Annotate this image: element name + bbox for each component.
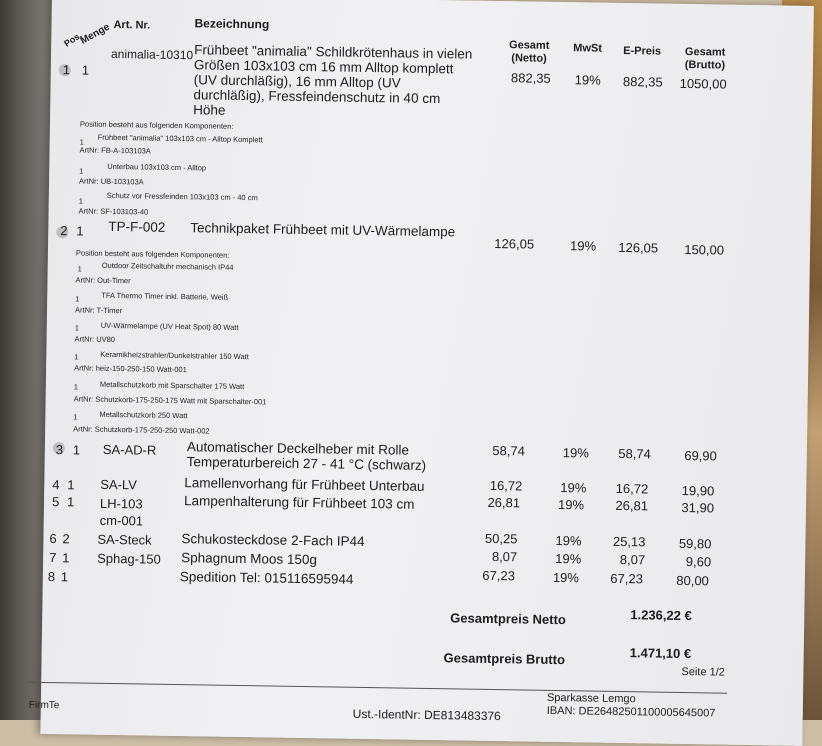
item-artnr: LH-103 cm-001: [99, 495, 144, 529]
component-artnr: ArtNr: Schutzkorb-175-250-175 Watt mit Sparschalter-001: [73, 394, 267, 407]
item-mwst: 19%: [552, 569, 580, 586]
footer-left: FirmTe: [28, 699, 60, 712]
item-pos: 5: [51, 494, 60, 510]
item-description: Spedition Tel: 015116595944: [179, 569, 354, 587]
item-description: Lampenhalterung für Frühbeet 103 cm: [183, 493, 415, 512]
item-epreis: 67,23: [610, 570, 644, 587]
item-pos: 3: [55, 442, 64, 458]
item-pos: 1: [62, 62, 71, 78]
component-artnr: ArtNr: Schutzkorb-175-250-250 Watt-002: [73, 424, 210, 436]
item-mwst: 19%: [555, 532, 582, 549]
component-artnr: ArtNr: UB-103103A: [78, 176, 144, 187]
footer-iban: IBAN: DE26482501100005645007: [546, 704, 716, 720]
item-brutto: 31,90: [681, 499, 715, 516]
item-artnr: SA-LV: [100, 476, 138, 493]
item-mwst: 19%: [569, 238, 597, 254]
item-menge: 2: [62, 531, 70, 547]
component-name: TFA Thermo Timer inkl. Batterie, Weiß: [101, 290, 229, 302]
component-qty: 1: [79, 137, 84, 147]
total-brutto-label: Gesamtpreis Brutto: [443, 650, 566, 668]
item-pos: 4: [52, 477, 60, 493]
item-description: Sphagnum Moos 150g: [181, 550, 318, 568]
component-name: UV-Wärmelampe (UV Heat Spot) 80 Watt: [100, 320, 239, 332]
component-artnr: ArtNr: FB-A-103103A: [79, 145, 151, 156]
item-menge: 1: [67, 477, 75, 493]
item-pos: 6: [49, 531, 57, 547]
component-qty: 1: [73, 382, 79, 392]
component-name: Frühbeet "animalia" 103x103 cm - Alltop Komplett: [97, 132, 263, 145]
item-description: Frühbeet "animalia" Schildkrötenhaus in vielen Größen 103x103 cm 16 mm Alltop komplett (UV durchläßig), 16 mm Alltop (UV durchläßig), Fressfeindenschutz in 40 cm Höhe: [193, 42, 473, 118]
item-menge: 1: [72, 442, 81, 458]
footer-ust: Ust.-IdentNr: DE813483376: [352, 706, 501, 724]
header-art-nr: Art. Nr.: [113, 18, 151, 32]
item-brutto: 9,60: [685, 554, 712, 570]
invoice-page: [28, 0, 814, 746]
item-netto: 58,74: [492, 442, 525, 459]
header-mwst: MwSt: [573, 42, 603, 55]
item-epreis: 25,13: [612, 533, 646, 550]
item-netto: 126,05: [494, 235, 535, 252]
item-menge: 1: [66, 494, 75, 510]
footer-bank: Sparkasse Lemgo: [546, 691, 636, 706]
item-netto: 16,72: [489, 477, 523, 494]
item-menge: 1: [62, 550, 70, 566]
components-intro: Position besteht aus folgenden Komponenten:: [75, 248, 230, 260]
component-qty: 1: [74, 323, 80, 333]
item-netto: 8,07: [491, 548, 518, 565]
item-mwst: 19%: [557, 497, 585, 513]
component-qty: 1: [75, 294, 80, 304]
page-number: Seite 1/2: [681, 665, 725, 679]
components-intro: Position besteht aus folgenden Komponenten:: [79, 119, 234, 131]
component-artnr: ArtNr: heiz-150-250-150 Watt-001: [74, 363, 187, 375]
header-bezeichnung: Bezeichnung: [194, 16, 270, 32]
component-name: Metallschutzkorb 250 Watt: [99, 409, 188, 421]
item-brutto: 19,90: [681, 482, 715, 499]
item-brutto: 80,00: [676, 572, 709, 589]
item-epreis: 126,05: [618, 239, 659, 256]
total-brutto-value: 1.471,10 €: [629, 645, 692, 662]
item-epreis: 882,35: [622, 73, 663, 90]
component-name: Outdoor Zeitschaltuhr mechanisch IP44: [101, 260, 234, 272]
header-gesamt-brutto: Gesamt (Brutto): [684, 45, 726, 72]
item-mwst: 19%: [560, 480, 587, 496]
item-brutto: 69,90: [684, 447, 717, 464]
component-name: Metallschutzkorb mit Sparschalter 175 Watt: [99, 379, 245, 392]
item-epreis: 16,72: [615, 480, 649, 497]
item-artnr: Sphag-150: [97, 550, 161, 567]
header-e-preis: E-Preis: [623, 44, 662, 58]
item-epreis: 8,07: [619, 551, 646, 568]
item-netto: 50,25: [484, 530, 518, 547]
item-mwst: 19%: [555, 550, 582, 567]
component-name: Schutz vor Fressfeinden 103x103 cm - 40 cm: [106, 190, 258, 203]
item-artnr: TP-F-002: [108, 218, 166, 235]
item-netto: 882,35: [510, 70, 551, 86]
item-pos: 7: [49, 550, 57, 566]
item-description: Lamellenvorhang für Frühbeet Unterbau: [184, 475, 425, 494]
item-menge: 1: [60, 569, 69, 585]
header-menge: Menge: [78, 21, 112, 47]
item-artnr: SA-Steck: [97, 531, 152, 548]
total-netto-value: 1.236,22 €: [630, 607, 692, 624]
header-pos: Pos.: [62, 29, 84, 49]
item-pos: 8: [47, 569, 56, 585]
component-artnr: ArtNr: T-Timer: [74, 305, 123, 316]
item-artnr: SA-AD-R: [102, 441, 157, 458]
component-artnr: ArtNr: SF-103103-40: [78, 206, 149, 217]
item-brutto: 1050,00: [679, 75, 727, 92]
item-artnr: animalia-10310: [110, 46, 194, 63]
header-gesamt-netto: Gesamt (Netto): [508, 39, 550, 65]
component-qty: 1: [79, 166, 84, 176]
item-pos: 2: [60, 223, 68, 239]
component-qty: 1: [78, 196, 83, 206]
item-mwst: 19%: [562, 445, 590, 461]
item-epreis: 26,81: [615, 497, 649, 514]
item-netto: 26,81: [487, 494, 521, 511]
item-description: Automatischer Deckelheber mit Rolle Temperaturbereich 27 - 41 °C (schwarz): [186, 439, 427, 473]
item-brutto: 150,00: [684, 241, 725, 258]
total-netto-label: Gesamtpreis Netto: [450, 610, 566, 628]
item-menge: 1: [76, 223, 84, 239]
component-qty: 1: [74, 352, 79, 362]
component-qty: 1: [77, 264, 82, 274]
item-netto: 67,23: [482, 567, 516, 584]
item-epreis: 58,74: [618, 445, 651, 462]
component-qty: 1: [73, 412, 78, 422]
item-description: Schukosteckdose 2-Fach IP44: [181, 531, 365, 549]
item-description: Technikpaket Frühbeet mit UV-Wärmelampe: [190, 220, 456, 240]
item-mwst: 19%: [574, 72, 601, 88]
item-brutto: 59,80: [678, 535, 712, 552]
component-name: Keramikheizstrahler/Dunkelstrahler 150 Watt: [100, 349, 249, 362]
item-menge: 1: [81, 62, 90, 78]
footer-divider: [27, 682, 727, 694]
component-artnr: ArtNr: Out-Timer: [75, 275, 131, 286]
component-name: Unterbau 103x103 cm - Alltop: [107, 161, 207, 173]
component-artnr: ArtNr: UV80: [74, 334, 116, 345]
